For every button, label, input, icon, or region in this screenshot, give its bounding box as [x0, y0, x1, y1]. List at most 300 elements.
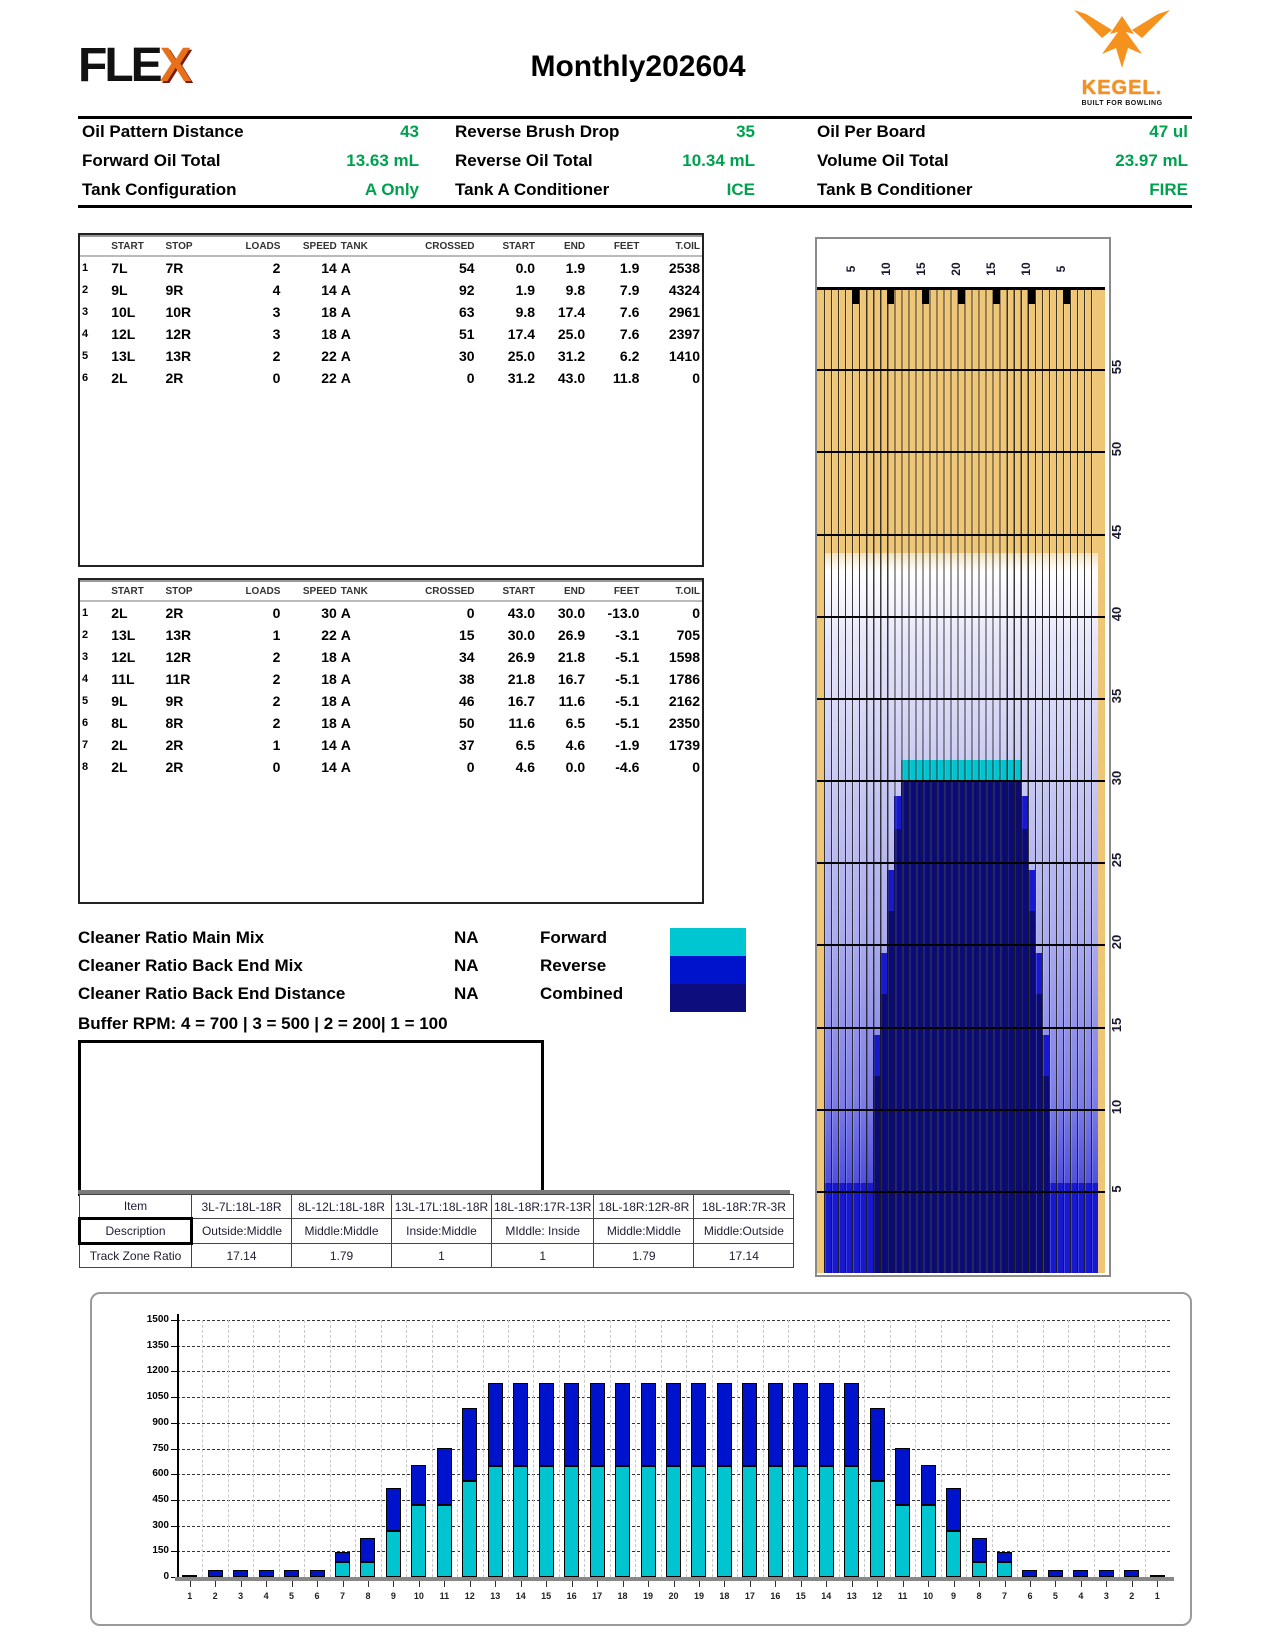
x-axis-label: 9 [951, 1591, 957, 1601]
table-row [80, 279, 702, 301]
bar-reverse [284, 1570, 299, 1577]
table-cell: 0 [272, 605, 281, 621]
x-axis-label: 19 [643, 1591, 654, 1601]
table-row [80, 624, 702, 646]
table-cell: 9R [165, 282, 184, 298]
track-cell: Description [80, 1219, 192, 1244]
table-cell: -13.0 [607, 605, 640, 621]
bar-forward [335, 1562, 350, 1577]
table-cell: 1 [272, 627, 281, 643]
y-axis-label: 150 [152, 1545, 169, 1557]
track-cell: 1 [392, 1244, 492, 1268]
lane-distance-label: 40 [1109, 606, 1124, 621]
x-axis-label: 5 [289, 1591, 295, 1601]
bar-forward [360, 1562, 375, 1577]
legend-swatch-combined [670, 984, 746, 1012]
x-axis-tick [368, 1581, 369, 1587]
page-title: Monthly202604 [530, 50, 746, 83]
table-cell: 0 [692, 605, 700, 621]
bar-reverse [1124, 1570, 1139, 1577]
bar-reverse [1150, 1575, 1165, 1577]
table-cell: A [340, 649, 351, 665]
track-header-cell: 18L-18R:7R-3R [694, 1195, 794, 1219]
table-cell: A [340, 304, 351, 320]
summary-label: Volume Oil Total [817, 151, 949, 170]
table-cell: 1410 [668, 348, 700, 364]
kegel-tagline: BUILT FOR BOWLING [1081, 100, 1163, 107]
bar-forward [997, 1562, 1012, 1577]
track-zone-table [78, 1190, 794, 1268]
x-axis-tick [877, 1581, 878, 1587]
lane-board-number: 15 [913, 262, 928, 276]
flex-logo-x: X [159, 39, 189, 92]
table-cell: 31.2 [557, 348, 586, 364]
lane-rangefinder-dot [1063, 289, 1070, 304]
x-axis-tick [393, 1581, 394, 1587]
table-cell: 92 [458, 282, 475, 298]
lane-rangefinder-dot [887, 289, 894, 304]
grid-line-v [253, 1320, 254, 1577]
table-cell: 2538 [668, 260, 700, 276]
bar-reverse [844, 1383, 859, 1465]
summary-grid [78, 122, 1192, 204]
summary-value: 13.63 mL [346, 151, 419, 170]
table-cell: 0 [466, 759, 475, 775]
table-cell: 0 [692, 759, 700, 775]
bar-forward [691, 1466, 706, 1577]
table-cell: 16.7 [507, 693, 536, 709]
legend-swatch-reverse [670, 956, 746, 984]
lane-body [817, 287, 1105, 1273]
table-cell: 17.4 [507, 326, 536, 342]
column-header [80, 235, 109, 256]
column-header: FEET [587, 580, 641, 601]
column-header: CROSSED [385, 580, 477, 601]
x-axis-label: 6 [314, 1591, 320, 1601]
column-header: START [109, 235, 163, 256]
x-axis-tick [546, 1581, 547, 1587]
table-cell: 13R [165, 627, 192, 643]
track-cell: Outside:Middle [192, 1219, 292, 1244]
bar-forward [895, 1505, 910, 1577]
bar-reverse [1022, 1570, 1037, 1577]
bar-reverse [513, 1383, 528, 1465]
reverse-load-table [78, 578, 704, 904]
table-cell: 30 [321, 605, 337, 621]
grid-line-v [1145, 1320, 1146, 1577]
cleaner-ratio-value: NA [454, 984, 479, 1003]
table-cell: 1739 [668, 737, 700, 753]
x-axis-label: 16 [770, 1591, 781, 1601]
lane-distance-rail [1107, 237, 1137, 1273]
table-cell: 4.6 [515, 759, 536, 775]
bar-reverse [208, 1570, 223, 1577]
bar-forward [437, 1505, 452, 1577]
x-axis-tick [190, 1581, 191, 1587]
kegel-phoenix-icon [1072, 8, 1172, 72]
table-cell: 0 [466, 605, 475, 621]
table-cell: 2 [82, 629, 89, 641]
table-cell: 38 [458, 671, 475, 687]
bar-reverse [1073, 1570, 1088, 1577]
grid-line-v [890, 1320, 891, 1577]
cleaner-ratio-section [78, 928, 758, 1018]
table-cell: -1.9 [615, 737, 640, 753]
cleaner-ratio-label: Cleaner Ratio Back End Mix [78, 956, 303, 975]
table-cell: 46 [458, 693, 475, 709]
x-axis-label: 19 [693, 1591, 704, 1601]
legend-swatch-forward [670, 928, 746, 956]
bar-reverse [488, 1383, 503, 1465]
table-cell: 7.9 [619, 282, 640, 298]
bar-reverse [564, 1383, 579, 1465]
table-cell: 0 [272, 370, 281, 386]
x-axis-label: 17 [744, 1591, 755, 1601]
table-cell: 4 [272, 282, 281, 298]
grid-line-v [686, 1320, 687, 1577]
table-cell: 43.0 [507, 605, 536, 621]
grid-line-v [1068, 1320, 1069, 1577]
x-axis-label: 7 [1001, 1591, 1007, 1601]
lane-distance-line [817, 616, 1105, 618]
bar-reverse [182, 1575, 197, 1577]
y-axis [177, 1314, 179, 1577]
bar-reverse [921, 1465, 936, 1505]
x-axis-label: 20 [668, 1591, 679, 1601]
grid-line-v [635, 1320, 636, 1577]
x-axis-label: 1 [187, 1591, 193, 1601]
x-axis-tick [470, 1581, 471, 1587]
lane-distance-label: 55 [1109, 359, 1124, 375]
bar-reverse [793, 1383, 808, 1465]
table-cell: 2350 [668, 715, 700, 731]
grid-line-v [763, 1320, 764, 1577]
track-header-cell: 13L-17L:18L-18R [392, 1195, 492, 1219]
bar-forward [411, 1505, 426, 1577]
grid-line-v [406, 1320, 407, 1577]
x-axis-tick [674, 1581, 675, 1587]
x-axis-label: 3 [1103, 1591, 1109, 1601]
lane-distance-line [817, 369, 1105, 371]
x-axis-tick [597, 1581, 598, 1587]
column-header: TANK [339, 235, 385, 256]
table-cell: 3 [82, 651, 89, 663]
x-axis-tick [1132, 1581, 1133, 1587]
track-cell: 17.14 [192, 1244, 292, 1268]
lane-distance-line [817, 944, 1105, 946]
table-cell: -5.1 [615, 649, 640, 665]
x-axis-tick [215, 1581, 216, 1587]
table-cell: 1 [82, 262, 89, 274]
table-cell: 11.6 [558, 693, 586, 709]
lane-distance-label: 30 [1109, 770, 1124, 786]
bar-reverse [590, 1383, 605, 1465]
table-cell: 4 [82, 673, 89, 685]
column-header: END [537, 580, 587, 601]
summary-value: 35 [736, 122, 755, 141]
table-cell: 13L [111, 627, 136, 643]
bar-forward [870, 1481, 885, 1577]
x-axis-tick [343, 1581, 344, 1587]
bar-forward [793, 1466, 808, 1577]
x-axis-label: 10 [413, 1591, 424, 1601]
x-axis-tick [852, 1581, 853, 1587]
column-header: TANK [339, 580, 385, 601]
table-cell: 22 [321, 370, 337, 386]
x-axis-tick [292, 1581, 293, 1587]
bar-forward [717, 1466, 732, 1577]
bar-reverse [360, 1538, 375, 1563]
table-cell: 26.9 [557, 627, 586, 643]
table-row [80, 712, 702, 734]
x-axis-label: 4 [1078, 1591, 1084, 1601]
lane-board-number: 5 [843, 265, 858, 273]
table-cell: 25.0 [557, 326, 586, 342]
lane-distance-line [817, 1191, 1105, 1193]
bar-forward [615, 1466, 630, 1577]
table-row [80, 601, 702, 624]
table-cell: 25.0 [507, 348, 536, 364]
bar-reverse [742, 1383, 757, 1465]
bar-reverse [870, 1408, 885, 1481]
column-header: T.OIL [641, 235, 702, 256]
table-cell: 37 [458, 737, 475, 753]
lane-distance-label: 5 [1109, 1185, 1124, 1193]
grid-line-v [1017, 1320, 1018, 1577]
y-axis-label: 450 [152, 1493, 169, 1505]
table-cell: 43.0 [557, 370, 586, 386]
lane-distance-label: 15 [1109, 1017, 1124, 1032]
track-cell: 17.14 [694, 1244, 794, 1268]
table-cell: 1.9 [619, 260, 640, 276]
table-cell: 10R [165, 304, 192, 320]
x-axis-label: 6 [1027, 1591, 1033, 1601]
x-axis-tick [954, 1581, 955, 1587]
table-cell: 2R [165, 737, 184, 753]
grid-line-h [177, 1320, 1170, 1321]
cleaner-ratio-label: Cleaner Ratio Main Mix [78, 928, 265, 947]
summary-label: Tank Configuration [82, 180, 237, 199]
kegel-logo-text: KEGEL. [1081, 77, 1163, 99]
table-cell: A [340, 326, 351, 342]
column-header [80, 580, 109, 601]
column-header: LOADS [224, 235, 282, 256]
x-axis-label: 12 [872, 1591, 883, 1601]
bar-reverse [997, 1552, 1012, 1562]
table-cell: 2R [165, 370, 184, 386]
y-axis-label: 900 [152, 1416, 169, 1428]
table-cell: 18 [321, 715, 337, 731]
bar-reverse [462, 1408, 477, 1481]
grid-line-v [228, 1320, 229, 1577]
x-axis-label: 11 [897, 1591, 908, 1601]
oil-per-board-chart [90, 1292, 1192, 1626]
table-cell: 2 [82, 284, 89, 296]
bar-forward [386, 1531, 401, 1577]
column-header: START [477, 580, 538, 601]
column-header: START [109, 580, 163, 601]
track-cell: 1.79 [594, 1244, 694, 1268]
column-header: STOP [163, 580, 224, 601]
bar-reverse [768, 1383, 783, 1465]
table-cell: 18 [321, 304, 337, 320]
summary-value: FIRE [1149, 180, 1188, 199]
legend-label: Reverse [540, 956, 607, 975]
table-cell: 3 [272, 326, 281, 342]
x-axis-tick [495, 1581, 496, 1587]
x-axis-tick [801, 1581, 802, 1587]
lane-distance-label: 10 [1109, 1099, 1124, 1114]
column-header: FEET [587, 235, 641, 256]
table-cell: 2 [272, 649, 281, 665]
grid-line-v [814, 1320, 815, 1577]
summary-value: 47 ul [1149, 122, 1188, 141]
column-header: CROSSED [385, 235, 477, 256]
x-axis-label: 16 [566, 1591, 577, 1601]
column-header: LOADS [224, 580, 282, 601]
grid-line-v [559, 1320, 560, 1577]
x-axis-label: 13 [490, 1591, 501, 1601]
grid-line-v [915, 1320, 916, 1577]
bar-reverse [1048, 1570, 1063, 1577]
table-cell: 9L [111, 693, 128, 709]
lane-distance-line [817, 451, 1105, 453]
table-cell: 2 [272, 260, 281, 276]
table-cell: 4.6 [565, 737, 586, 753]
x-axis-label: 2 [1129, 1591, 1135, 1601]
table-cell: 2 [272, 348, 281, 364]
x-axis-tick [1081, 1581, 1082, 1587]
flex-logo-text: FLE [78, 39, 160, 92]
bar-forward [462, 1481, 477, 1577]
lane-rangefinder-dot [852, 289, 859, 304]
grid-line-v [610, 1320, 611, 1577]
grid-line-v [966, 1320, 967, 1577]
summary-label: Oil Per Board [817, 122, 926, 141]
table-cell: A [340, 605, 351, 621]
table-cell: 1.9 [515, 282, 536, 298]
x-axis-tick [775, 1581, 776, 1587]
lane-rangefinder-dot [1028, 289, 1035, 304]
table-cell: 3 [82, 306, 89, 318]
table-cell: 9L [111, 282, 128, 298]
track-row [80, 1244, 794, 1268]
grid-line-v [661, 1320, 662, 1577]
table-cell: 7.6 [619, 304, 640, 320]
table-cell: 6 [82, 717, 89, 729]
x-axis-label: 18 [719, 1591, 730, 1601]
table-cell: 11R [165, 671, 191, 687]
x-axis-label: 2 [212, 1591, 218, 1601]
table-cell: 2L [111, 759, 128, 775]
x-axis-tick [1157, 1581, 1158, 1587]
column-header: SPEED [282, 580, 338, 601]
bar-reverse [666, 1383, 681, 1465]
x-axis-tick [1055, 1581, 1056, 1587]
bar-forward [641, 1466, 656, 1577]
cleaner-ratio-value: NA [454, 928, 479, 947]
x-axis-label: 17 [592, 1591, 603, 1601]
forward-load-table [78, 233, 704, 567]
table-cell: 12R [165, 326, 192, 342]
track-header-cell: Item [80, 1195, 192, 1219]
bar-forward [742, 1466, 757, 1577]
table-cell: 12R [165, 649, 192, 665]
table-cell: 8 [82, 761, 89, 773]
track-header-cell: 18L-18R:12R-8R [594, 1195, 694, 1219]
y-axis-label: 1500 [146, 1314, 169, 1325]
lane-board-number: 10 [1019, 262, 1034, 276]
bar-reverse [641, 1383, 656, 1465]
bar-reverse [895, 1448, 910, 1505]
x-axis-tick [724, 1581, 725, 1587]
x-axis-tick [826, 1581, 827, 1587]
table-cell: 22 [321, 348, 337, 364]
kegel-logo [1072, 8, 1172, 107]
table-cell: 2L [111, 605, 128, 621]
bar-reverse [946, 1488, 961, 1531]
bar-forward [539, 1466, 554, 1577]
x-axis-tick [979, 1581, 980, 1587]
lane-board-number: 20 [949, 262, 963, 276]
x-axis-label: 11 [439, 1591, 450, 1601]
table-cell: A [340, 260, 351, 276]
table-cell: 1786 [668, 671, 700, 687]
y-axis-label: 750 [152, 1442, 169, 1454]
grid-line-v [1119, 1320, 1120, 1577]
lane-rangefinder-dot [922, 289, 929, 304]
x-axis-label: 8 [976, 1591, 982, 1601]
grid-line-h [177, 1346, 1170, 1347]
x-axis-tick [521, 1581, 522, 1587]
summary-value: 10.34 mL [682, 151, 755, 170]
table-cell: 6 [82, 372, 89, 384]
table-cell: 18 [321, 649, 337, 665]
lane-distance-label: 25 [1109, 852, 1124, 868]
table-cell: 26.9 [507, 649, 536, 665]
lane-distance-line [817, 534, 1105, 536]
table-cell: 11.8 [612, 370, 640, 386]
summary-value: ICE [726, 180, 755, 199]
column-header: END [537, 235, 587, 256]
y-axis-label: 1050 [146, 1391, 169, 1403]
x-axis-tick [623, 1581, 624, 1587]
y-axis-label: 1350 [146, 1339, 169, 1351]
bar-forward [513, 1466, 528, 1577]
table-row [80, 734, 702, 756]
summary-label: Reverse Brush Drop [455, 122, 620, 141]
table-cell: 30.0 [507, 627, 536, 643]
table-cell: 9.8 [515, 304, 536, 320]
x-axis-tick [699, 1581, 700, 1587]
table-cell: 54 [458, 260, 475, 276]
table-cell: 18 [321, 671, 337, 687]
table-cell: 63 [458, 304, 475, 320]
table-cell: -5.1 [615, 715, 640, 731]
x-axis-tick [419, 1581, 420, 1587]
grid-line-v [432, 1320, 433, 1577]
table-cell: 51 [458, 326, 475, 342]
table-row [80, 690, 702, 712]
grid-line-v [330, 1320, 331, 1577]
table-cell: 1.9 [565, 260, 586, 276]
bar-forward [768, 1466, 783, 1577]
lane-board-number: 10 [878, 262, 893, 276]
table-cell: 9R [165, 693, 184, 709]
x-axis-label: 8 [365, 1591, 371, 1601]
table-cell: 8L [111, 715, 128, 731]
x-axis-tick [241, 1581, 242, 1587]
